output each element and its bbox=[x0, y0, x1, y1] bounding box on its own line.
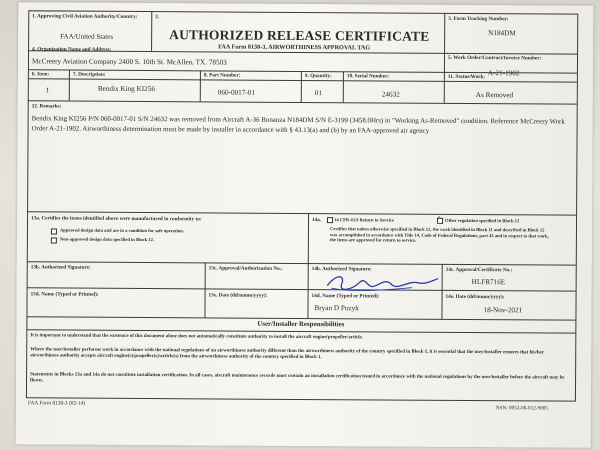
non-approved-design-checkbox[interactable] bbox=[51, 237, 57, 243]
non-approved-design-label: Non-approved design data specified in Block 12. bbox=[59, 236, 155, 243]
status-header: 11. Status/Work: bbox=[447, 73, 486, 81]
block1-value: FAA/United States bbox=[60, 32, 114, 41]
description-header: 7. Description: bbox=[72, 71, 106, 78]
quantity-header: 9. Quantity: bbox=[304, 72, 332, 80]
block5-value: A-21-1902 bbox=[487, 69, 520, 78]
block4-value: McCreery Aviation Company 2400 S. 10th St. McAllen, TX. 78503 bbox=[31, 57, 227, 67]
block14c-label: 14c. Approval/Certificate No.: bbox=[445, 266, 513, 274]
block13b-label: 13b. Authorized Signature: bbox=[30, 264, 91, 271]
block14a-statement: Certifies that unless otherwise specified in Block 12, the work identified in Block 11 and described in Block 12 was accomplished in accordance with Title 14, Code of Federal Regulations, part 43 and in respect to that work, the items are approved for return to service. bbox=[329, 226, 549, 243]
block1-label: 1. Approving Civil Aviation Authority/Country: bbox=[32, 13, 138, 20]
approved-design-checkbox[interactable] bbox=[51, 228, 57, 234]
form-footer: FAA Form 8130-3 (02-14) bbox=[27, 400, 86, 407]
cfr-43-9-checkbox[interactable] bbox=[327, 217, 333, 223]
responsibilities-p1: It is important to understand that the existence of this document alone does not automatically constitute authority to install the aircraft engine/propeller/article. bbox=[30, 333, 363, 341]
divider bbox=[343, 71, 344, 102]
divider bbox=[200, 70, 201, 101]
divider bbox=[444, 53, 445, 72]
nsn-footer: NSN: 0052-00-012-9005 bbox=[495, 405, 548, 412]
form-subtitle: FAA Form 8130-3, AIRWORTHINESS APPROVAL TAG bbox=[218, 43, 371, 52]
divider bbox=[69, 70, 70, 101]
item-header: 6. Item: bbox=[31, 71, 50, 78]
block13a-label: 13a. Certifies the items identified above were manufactured in conformity to: bbox=[31, 215, 202, 223]
divider bbox=[301, 71, 302, 102]
cfr-43-9-label: 14 CFR 43.9 Return to Service bbox=[334, 217, 395, 223]
other-regulation-label: Other regulation specified in Block 12 bbox=[445, 217, 520, 224]
block14d-label: 14d. Name (Typed or Printed): bbox=[311, 293, 380, 300]
serial-value: 24632 bbox=[381, 90, 400, 99]
block2-label: 2. bbox=[155, 14, 160, 21]
block5-label: 5. Work Order/Contract/Invoice Number: bbox=[448, 54, 542, 62]
responsibilities-p2: Where the user/installer performs work in accordance with the national regulations of an airworthiness authority different than the airworthiness authority of the country specified in Block 1, it is essential that the user/installer ensures that his/her airworthiness authority accepts aircraft engine(s)/propeller(s)/article(s) from the airworthiness authority of the country specified in Block 1. bbox=[30, 347, 544, 360]
block14b-label: 14b. Authorized Signature: bbox=[311, 266, 372, 273]
serial-header: 10. Serial Number: bbox=[346, 73, 390, 80]
block13e-label: 13e. Date (dd/mmm/yyyy): bbox=[208, 292, 268, 299]
block14e-label: 14e. Date (dd/mmm/yyyy): bbox=[445, 293, 505, 301]
responsibilities-heading: User/Installer Responsibilities bbox=[257, 320, 345, 329]
block14c-value: HLFR716E bbox=[471, 278, 506, 287]
block13c-label: 13c. Approval/Authorization No.: bbox=[208, 265, 283, 272]
block14d-value: Bryan D Pozyk bbox=[314, 304, 359, 313]
block3-value: N184DM bbox=[488, 29, 516, 38]
block4-label: 4. Organization Name and Address: bbox=[32, 46, 112, 53]
block13d-label: 13d. Name (Typed or Printed): bbox=[30, 291, 99, 298]
responsibilities-p3: Statements in Blocks 13a and 14a do not constitute installation certification. In all cases, aircraft maintenance records must contain an installation certification issued in accordance with the national regulations by the user/installer before the aircraft may be flown. bbox=[30, 372, 565, 383]
part-number-value: 060-0017-01 bbox=[217, 88, 255, 97]
status-value: As Removed bbox=[475, 91, 514, 100]
form-title: AUTHORIZED RELEASE CERTIFICATE bbox=[169, 27, 430, 44]
item-value: 1 bbox=[45, 86, 50, 95]
part-number-header: 8. Part Number: bbox=[203, 72, 241, 79]
remarks-text: Bendix King KI256 P/N 060-0017-01 S/N 24632 was removed from Aircraft A-36 Bonanza N184DM S/N E-3199 (3458.0Hrs) in "Working As-Removed" condition. Reference McCreery Work Order A-21-1902. Airworthiness determination must be made by installer in accordance with § 43.13(a) and (b) by an FAA-approved air agency bbox=[31, 115, 565, 135]
approved-design-label: Approved design data and are in a condition for safe operation. bbox=[59, 227, 184, 234]
block14e-value: 18-Nov-2021 bbox=[483, 306, 523, 315]
form-8130-3-sheet bbox=[16, 2, 594, 448]
other-regulation-check-mark: ✓ bbox=[436, 214, 442, 222]
block3-label: 3. Form Tracking Number: bbox=[448, 15, 509, 23]
block14a-label: 14a. bbox=[312, 217, 322, 224]
description-value: Bendix King KI256 bbox=[97, 84, 155, 94]
divider bbox=[444, 72, 445, 103]
block12-label: 12. Remarks: bbox=[31, 103, 62, 110]
quantity-value: 01 bbox=[314, 89, 323, 98]
